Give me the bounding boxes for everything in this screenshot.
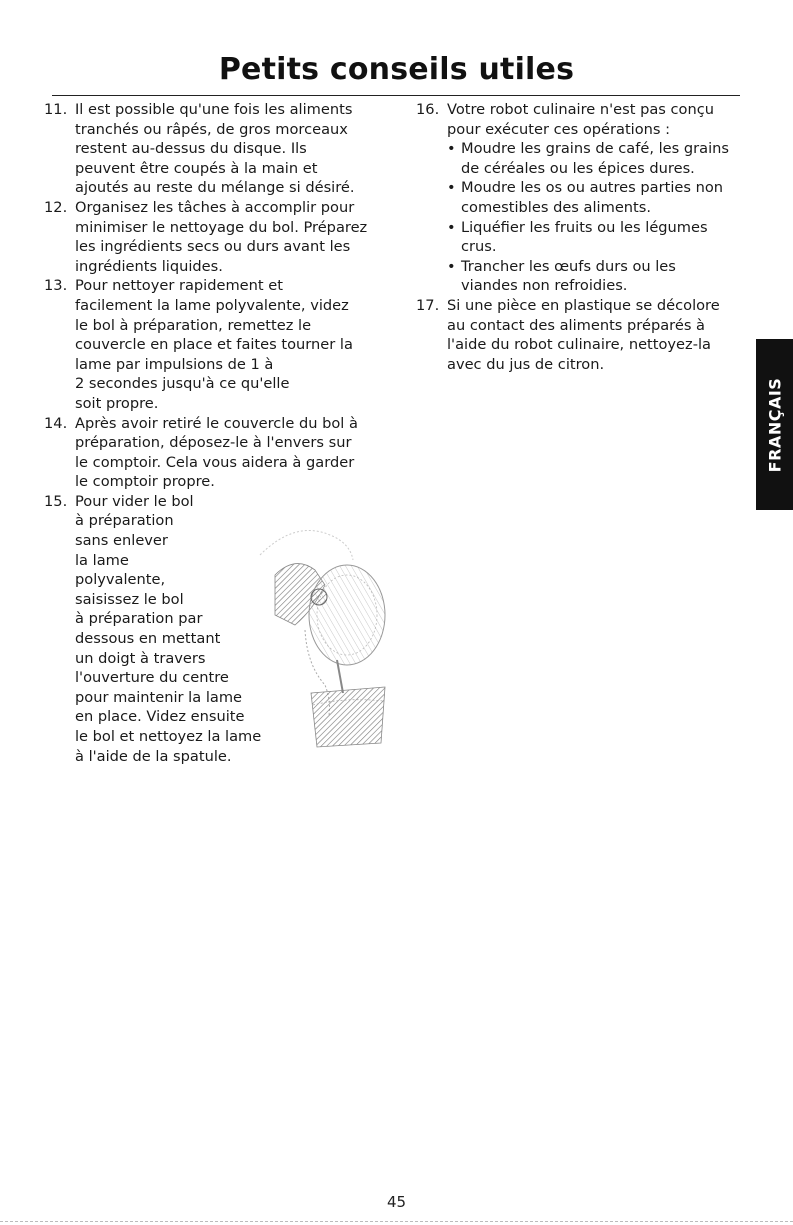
page-bottom-edge (0, 1221, 793, 1222)
tip-text-line: sans enlever (75, 532, 168, 550)
tip-text-line: ajoutés au reste du mélange si désiré. (75, 179, 355, 197)
restriction-text-line: Moudre les grains de café, les grains (461, 140, 729, 158)
restriction-text-line: Moudre les os ou autres parties non (461, 179, 724, 197)
tip-text-line: Pour vider le bol (75, 492, 194, 510)
tip-text-line: pour exécuter ces opérations : (447, 120, 671, 138)
bullet-icon: • (447, 257, 456, 275)
tip-text-line: pour maintenir la lame (75, 688, 243, 706)
page-title: Petits conseils utiles (218, 52, 575, 87)
restriction-text-line: de céréales ou les épices dures. (461, 159, 695, 177)
tip-text-line: le bol à préparation, remettez le (75, 316, 312, 334)
tip-number: 14. (44, 414, 68, 432)
tip-text-line: en place. Videz ensuite (75, 708, 245, 726)
tip-text-line: la lame (75, 551, 129, 569)
restriction-item (447, 139, 746, 178)
tip-text-line: à l'aide de la spatule. (75, 747, 232, 765)
tip-item-14 (44, 414, 394, 492)
tip-text-line: Organisez les tâches à accomplir pour (75, 198, 355, 216)
tip-number: 13. (44, 277, 68, 295)
bullet-icon: • (447, 140, 456, 158)
restriction-text-line: viandes non refroidies. (461, 277, 628, 295)
tip-number: 15. (44, 492, 68, 510)
tip-text-line: les ingrédients secs ou durs avant les (75, 238, 351, 256)
tip-text-line: l'aide du robot culinaire, nettoyez-la (447, 336, 711, 354)
restriction-item (447, 257, 746, 296)
restriction-text-line: Liquéfier les fruits ou les légumes (461, 218, 708, 236)
tip-text-line: Si une pièce en plastique se décolore (447, 296, 720, 314)
tip-text-line: à préparation (75, 512, 174, 530)
tip-number: 12. (44, 198, 68, 216)
tip-text-line: soit propre. (75, 394, 159, 412)
tip-text-line: tranchés ou râpés, de gros morceaux (75, 120, 348, 138)
tip-number: 17. (416, 296, 440, 314)
language-tab-label: FRANÇAIS (765, 377, 784, 472)
restriction-item (447, 218, 746, 257)
tip-text-line: Votre robot culinaire n'est pas conçu (447, 101, 715, 118)
tip-text-line: ingrédients liquides. (75, 257, 223, 275)
tip-item-13 (44, 276, 394, 413)
tip-text-line: le bol et nettoyez la lame (75, 728, 262, 745)
tip-text-line: polyvalente, (75, 571, 166, 589)
tip-text-line: Après avoir retiré le couvercle du bol à (75, 414, 358, 432)
tip-text-line: un doigt à travers (75, 649, 206, 667)
tip-text-line: facilement la lame polyvalente, videz (75, 296, 349, 314)
tip-number: 16. (416, 101, 440, 118)
tip-number: 11. (44, 101, 68, 118)
tip-item-16 (416, 100, 746, 296)
tip-text-line: Il est possible qu'une fois les aliments (75, 101, 353, 118)
tip-text-line: Pour nettoyer rapidement et (75, 277, 283, 295)
tip-text-line: restent au-dessus du disque. Ils (75, 140, 307, 158)
bullet-icon: • (447, 179, 456, 197)
tip-text-line: préparation, déposez-le à l'envers sur (75, 434, 352, 452)
tip-text-line: au contact des aliments préparés à (447, 316, 705, 334)
tip-text-line: lame par impulsions de 1 à (75, 355, 274, 373)
restriction-text-line: comestibles des aliments. (461, 198, 652, 216)
tip-text-line: peuvent être coupés à la main et (75, 159, 318, 177)
tip-item-11 (44, 100, 394, 198)
tip-text-line: le comptoir. Cela vous aidera à garder (75, 453, 355, 471)
tip-text-line: à préparation par (75, 610, 203, 628)
tip-text-line: couvercle en place et faites tourner la (75, 336, 353, 354)
page-number: 45 (386, 1193, 407, 1211)
tip-text-line: l'ouverture du centre (75, 669, 229, 687)
restriction-text-line: Trancher les œufs durs ou les (461, 257, 676, 275)
bullet-icon: • (447, 218, 456, 236)
language-tab (756, 339, 793, 510)
restriction-text-line: crus. (461, 238, 497, 256)
tip-text-line: dessous en mettant (75, 630, 221, 648)
right-column (416, 100, 746, 374)
tip-item-17 (416, 296, 746, 374)
restriction-list (447, 139, 746, 296)
bowl-emptying-illustration (235, 515, 395, 750)
title-divider (52, 95, 740, 96)
tip-text-line: avec du jus de citron. (447, 355, 605, 373)
restriction-item (447, 178, 746, 217)
tip-text-line: minimiser le nettoyage du bol. Préparez (75, 218, 368, 236)
tip-item-12 (44, 198, 394, 276)
tip-text-line: saisissez le bol (75, 590, 184, 608)
tip-text-line: 2 secondes jusqu'à ce qu'elle (75, 375, 290, 393)
tip-text-line: le comptoir propre. (75, 473, 215, 491)
